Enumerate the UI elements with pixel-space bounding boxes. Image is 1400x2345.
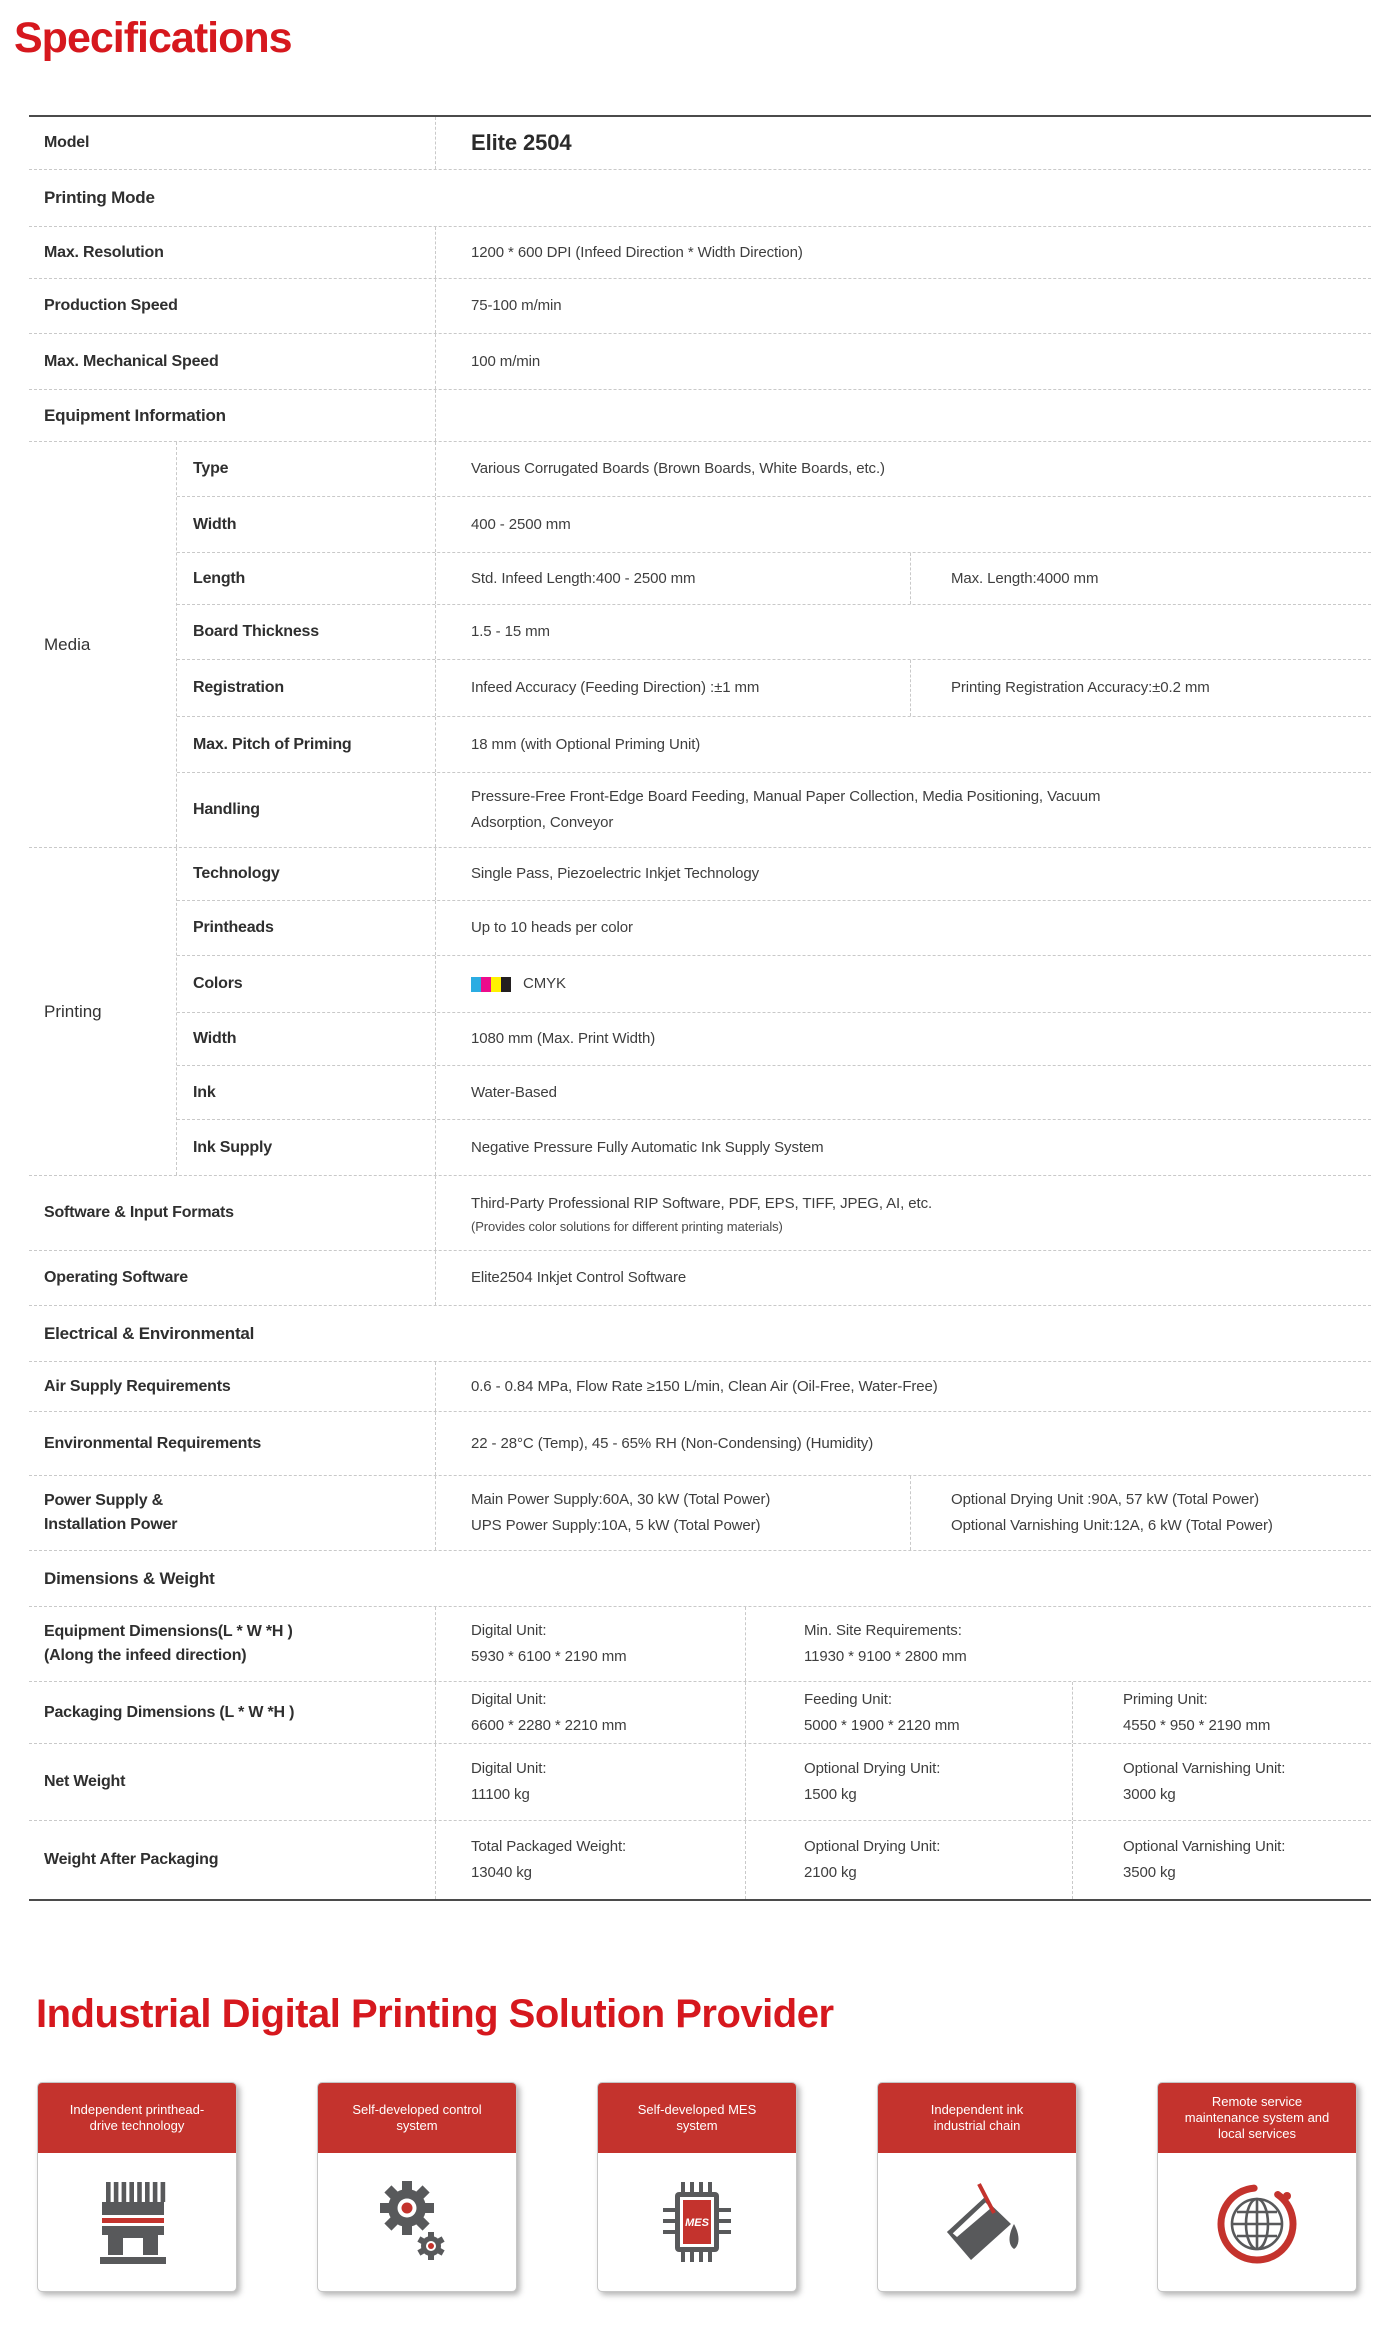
mes-icon-area [598, 2153, 796, 2291]
spec-label: Weight After Packaging [44, 1851, 219, 1868]
specifications-table [29, 115, 1371, 1901]
spec-value-line: Single Pass, Piezoelectric Inkjet Technology [471, 865, 759, 882]
group-label [29, 848, 177, 1175]
group-label-text: Media [44, 634, 91, 654]
spec-value-line: 1080 mm (Max. Print Width) [471, 1030, 656, 1047]
spec-value [435, 1013, 1371, 1065]
group-rows [177, 848, 1371, 1175]
spec-value-line: Water-Based [471, 1083, 557, 1101]
spec-value-line: Elite2504 Inkjet Control Software [471, 1269, 687, 1286]
feature-card [37, 2082, 237, 2292]
section-header [29, 390, 435, 441]
table-row [177, 497, 1371, 553]
spec-value [435, 717, 1371, 772]
spec-label-cell [29, 334, 435, 389]
feature-cards [37, 2082, 1357, 2292]
table-row [177, 956, 1371, 1013]
spec-value-line: 5000 * 1900 * 2120 mm [804, 1716, 960, 1734]
table-row [177, 553, 1371, 605]
feature-card-label: Self-developed MES system [637, 2102, 757, 2133]
spec-label: Registration [193, 679, 284, 696]
spec-value [435, 227, 1371, 278]
spec-value [435, 1176, 1371, 1250]
spec-label: Handling [193, 801, 260, 818]
spec-value-line: Negative Pressure Fully Automatic Ink Supply System [471, 1138, 824, 1156]
spec-value [435, 1362, 1371, 1411]
feature-card-label: Remote service maintenance system and local services [1184, 2094, 1330, 2141]
spec-label: Technology [193, 865, 280, 882]
spec-value-line: Optional Varnishing Unit: [1123, 1760, 1286, 1777]
table-row [29, 1476, 1371, 1551]
table-row [29, 1362, 1371, 1412]
spec-label-cell [29, 279, 435, 333]
spec-value [435, 442, 1371, 496]
spec-value [435, 334, 1371, 389]
section-title: Industrial Digital Printing Solution Provider [36, 1992, 834, 2036]
spec-value-line: Adsorption, Conveyor [471, 814, 614, 831]
spec-label-cell [177, 1013, 435, 1065]
spec-label: Equipment Information [44, 405, 226, 425]
spec-value-line: 2100 kg [804, 1864, 857, 1881]
feature-card-title [1158, 2083, 1356, 2153]
spec-value-line: Std. Infeed Length:400 - 2500 mm [471, 569, 696, 587]
spec-label: Length [193, 569, 246, 587]
spec-value-line: Max. Length:4000 mm [951, 569, 1099, 587]
globe-icon [1207, 2172, 1307, 2272]
spec-value [1072, 1744, 1371, 1820]
spec-label-cell [29, 1251, 435, 1305]
spec-value [435, 117, 1371, 169]
spec-value-line: Elite 2504 [471, 130, 572, 155]
spec-value [435, 956, 1371, 1012]
gears-icon-area [318, 2153, 516, 2291]
page-title: Specifications [14, 14, 292, 62]
table-row [177, 848, 1371, 901]
spec-label-cell [29, 1476, 435, 1550]
spec-value-line: 22 - 28°C (Temp), 45 - 65% RH (Non-Condensing) (Humidity) [471, 1434, 874, 1452]
svg-text:MES: MES [685, 2217, 709, 2229]
spec-label-cell [29, 1362, 435, 1411]
spec-value-line: 75-100 m/min [471, 297, 562, 314]
spec-value [1072, 1682, 1371, 1743]
spec-value-line: Infeed Accuracy (Feeding Direction) :±1 mm [471, 679, 760, 696]
spec-value [435, 660, 910, 716]
table-section-row [29, 170, 1371, 227]
spec-label-cell [29, 1821, 435, 1899]
spec-label-cell [177, 956, 435, 1012]
spec-value-line: 1200 * 600 DPI (Infeed Direction * Width Direction) [471, 243, 803, 261]
feature-card [877, 2082, 1077, 2292]
spec-label: Environmental Requirements [44, 1434, 262, 1452]
table-row [29, 1682, 1371, 1744]
spec-value [745, 1821, 1072, 1899]
spec-label-cell [177, 848, 435, 900]
spec-label: Dimensions & Weight [44, 1568, 215, 1588]
spec-value-line: 0.6 - 0.84 MPa, Flow Rate ≥150 L/min, Clean Air (Oil-Free, Water-Free) [471, 1377, 938, 1395]
spec-value [910, 1476, 1371, 1550]
mes-icon [647, 2172, 747, 2272]
table-row [29, 1176, 1371, 1251]
spec-label-cell [29, 1682, 435, 1743]
spec-label: Max. Pitch of Priming [193, 735, 352, 753]
section-header [29, 170, 435, 226]
table-row [29, 279, 1371, 334]
spec-value [435, 390, 1371, 441]
spec-label-cell [177, 1120, 435, 1175]
table-row [29, 1607, 1371, 1682]
cmyk-swatch-icon [471, 977, 511, 992]
table-row [177, 901, 1371, 956]
spec-label-cell [177, 605, 435, 659]
spec-label-cell [177, 773, 435, 847]
table-row [177, 1013, 1371, 1066]
table-section-row [29, 1551, 1371, 1607]
spec-value-line: Various Corrugated Boards (Brown Boards, White Boards, etc.) [471, 460, 885, 477]
spec-value-line: Feeding Unit: [804, 1690, 892, 1708]
spec-label: Ink Supply [193, 1138, 272, 1156]
spec-value-line: Digital Unit: [471, 1622, 547, 1639]
spec-value-line: Pressure-Free Front-Edge Board Feeding, Manual Paper Collection, Media Positioning, Vacuum [471, 788, 1101, 805]
table-row [29, 1412, 1371, 1476]
spec-value-line: Digital Unit: [471, 1690, 547, 1708]
section-header [29, 1551, 435, 1606]
table-row [29, 227, 1371, 279]
spec-value-line: Optional Drying Unit: [804, 1760, 941, 1777]
table-row [177, 1066, 1371, 1120]
group-label [29, 442, 177, 847]
table-row [29, 1251, 1371, 1306]
spec-value-line: Up to 10 heads per color [471, 919, 633, 936]
spec-value-line: 3000 kg [1123, 1786, 1176, 1803]
spec-value-line: 1500 kg [804, 1786, 857, 1803]
spec-value-line: Digital Unit: [471, 1760, 547, 1777]
spec-value-line: 4550 * 950 * 2190 mm [1123, 1716, 1271, 1734]
spec-label-cell [177, 660, 435, 716]
spec-value-line: 3500 kg [1123, 1864, 1176, 1881]
table-row [177, 1120, 1371, 1175]
printhead-icon [87, 2172, 187, 2272]
spec-value [435, 605, 1371, 659]
spec-label-cell [29, 1412, 435, 1475]
spec-label-cell [29, 1176, 435, 1250]
spec-label: Type [193, 460, 229, 477]
ink-icon [927, 2172, 1027, 2272]
spec-label: Max. Mechanical Speed [44, 352, 219, 370]
spec-label: Printheads [193, 919, 274, 936]
table-section-row [29, 390, 1371, 442]
spec-label: Electrical & Environmental [44, 1323, 255, 1343]
table-group-row [29, 442, 1371, 848]
spec-value-line: 13040 kg [471, 1864, 532, 1881]
spec-label: Packaging Dimensions (L * W *H ) [44, 1703, 295, 1721]
spec-label: Colors [193, 975, 243, 992]
table-row [177, 442, 1371, 497]
spec-label-cell [177, 1066, 435, 1119]
spec-label: Ink [193, 1083, 216, 1101]
table-section-row [29, 1306, 1371, 1362]
spec-value-line: 11100 kg [471, 1786, 530, 1803]
spec-value-line: 1.5 - 15 mm [471, 623, 550, 640]
spec-label-cell [29, 1607, 435, 1681]
table-row [177, 605, 1371, 660]
spec-label: Printing Mode [44, 188, 155, 207]
spec-value [435, 773, 1371, 847]
feature-card-title [38, 2083, 236, 2153]
spec-value-line: Optional Varnishing Unit:12A, 6 kW (Total Power) [951, 1517, 1273, 1534]
spec-label-cell [29, 117, 435, 169]
spec-value-line: Printing Registration Accuracy:±0.2 mm [951, 679, 1210, 696]
spec-value-line: Min. Site Requirements: [804, 1622, 962, 1639]
spec-value [435, 1412, 1371, 1475]
spec-label-cell [29, 1744, 435, 1820]
spec-label-cell [177, 901, 435, 955]
feature-card-title [318, 2083, 516, 2153]
spec-value [435, 1821, 745, 1899]
spec-label: Power Supply & [44, 1492, 163, 1509]
table-row [29, 1821, 1371, 1899]
spec-label: Board Thickness [193, 623, 319, 640]
spec-label-cell [177, 553, 435, 604]
spec-value [435, 553, 910, 604]
spec-value-line: 6600 * 2280 * 2210 mm [471, 1716, 627, 1734]
spec-label: Model [44, 134, 90, 151]
spec-value [435, 497, 1371, 552]
spec-value-line: 5930 * 6100 * 2190 mm [471, 1648, 627, 1665]
spec-value-line: 11930 * 9100 * 2800 mm [804, 1648, 967, 1665]
gears-icon [367, 2172, 467, 2272]
ink-icon-area [878, 2153, 1076, 2291]
spec-label: Width [193, 1030, 237, 1047]
table-group-row [29, 848, 1371, 1176]
spec-value [435, 1120, 1371, 1175]
feature-card-title [598, 2083, 796, 2153]
spec-value-line [471, 971, 1357, 997]
spec-label: Production Speed [44, 297, 178, 314]
spec-value-line: 18 mm (with Optional Priming Unit) [471, 735, 701, 753]
spec-value [745, 1607, 1371, 1681]
spec-value [435, 901, 1371, 955]
spec-value [435, 1744, 745, 1820]
spec-label: Installation Power [44, 1516, 178, 1533]
section-header [29, 1306, 435, 1361]
spec-value [435, 1607, 745, 1681]
feature-card-title [878, 2083, 1076, 2153]
spec-value [435, 848, 1371, 900]
spec-label: Equipment Dimensions(L * W *H ) [44, 1623, 293, 1640]
spec-value-subtext: (Provides color solutions for different printing materials) [471, 1218, 783, 1234]
spec-label: Max. Resolution [44, 243, 164, 261]
spec-value [435, 1066, 1371, 1119]
spec-value-line: 400 - 2500 mm [471, 515, 571, 533]
feature-card [317, 2082, 517, 2292]
spec-label: Operating Software [44, 1269, 188, 1286]
spec-value-line: Priming Unit: [1123, 1690, 1208, 1708]
table-row [177, 660, 1371, 717]
group-rows [177, 442, 1371, 847]
feature-card [597, 2082, 797, 2292]
spec-label: Software & Input Formats [44, 1204, 234, 1221]
feature-card [1157, 2082, 1357, 2292]
spec-label-cell [177, 717, 435, 772]
spec-label: Width [193, 515, 237, 533]
spec-value [1072, 1821, 1371, 1899]
group-label-text: Printing [44, 1001, 102, 1021]
spec-label-cell [29, 227, 435, 278]
spec-label-cell [177, 442, 435, 496]
table-row [177, 717, 1371, 773]
spec-value [435, 1682, 745, 1743]
spec-label: Air Supply Requirements [44, 1377, 231, 1395]
spec-value [910, 553, 1371, 604]
spec-value [745, 1682, 1072, 1743]
spec-value [435, 279, 1371, 333]
spec-value-line: UPS Power Supply:10A, 5 kW (Total Power) [471, 1517, 761, 1534]
feature-card-label: Independent ink industrial chain [930, 2102, 1024, 2133]
spec-value-line: Optional Varnishing Unit: [1123, 1838, 1286, 1855]
spec-label: (Along the infeed direction) [44, 1647, 247, 1664]
spec-value [910, 660, 1371, 716]
spec-value [745, 1744, 1072, 1820]
spec-value [435, 1476, 910, 1550]
feature-card-label: Self-developed control system [352, 2102, 482, 2133]
spec-value [435, 1251, 1371, 1305]
spec-value-line: Total Packaged Weight: [471, 1838, 627, 1855]
table-row [177, 773, 1371, 847]
spec-label-cell [177, 497, 435, 552]
spec-value-line: Third-Party Professional RIP Software, PDF, EPS, TIFF, JPEG, AI, etc. [471, 1194, 933, 1212]
spec-label: Net Weight [44, 1773, 126, 1790]
spec-value-line: 100 m/min [471, 352, 541, 370]
globe-icon-area [1158, 2153, 1356, 2291]
table-row [29, 1744, 1371, 1821]
feature-card-label: Independent printhead-drive technology [69, 2102, 205, 2133]
table-row [29, 334, 1371, 390]
spec-value-line: Main Power Supply:60A, 30 kW (Total Power) [471, 1491, 771, 1508]
spec-value-line: Optional Drying Unit :90A, 57 kW (Total Power) [951, 1491, 1260, 1508]
table-row [29, 117, 1371, 170]
spec-value-line: Optional Drying Unit: [804, 1838, 941, 1855]
printhead-icon-area [38, 2153, 236, 2291]
spec-value-line: CMYK [523, 975, 566, 992]
